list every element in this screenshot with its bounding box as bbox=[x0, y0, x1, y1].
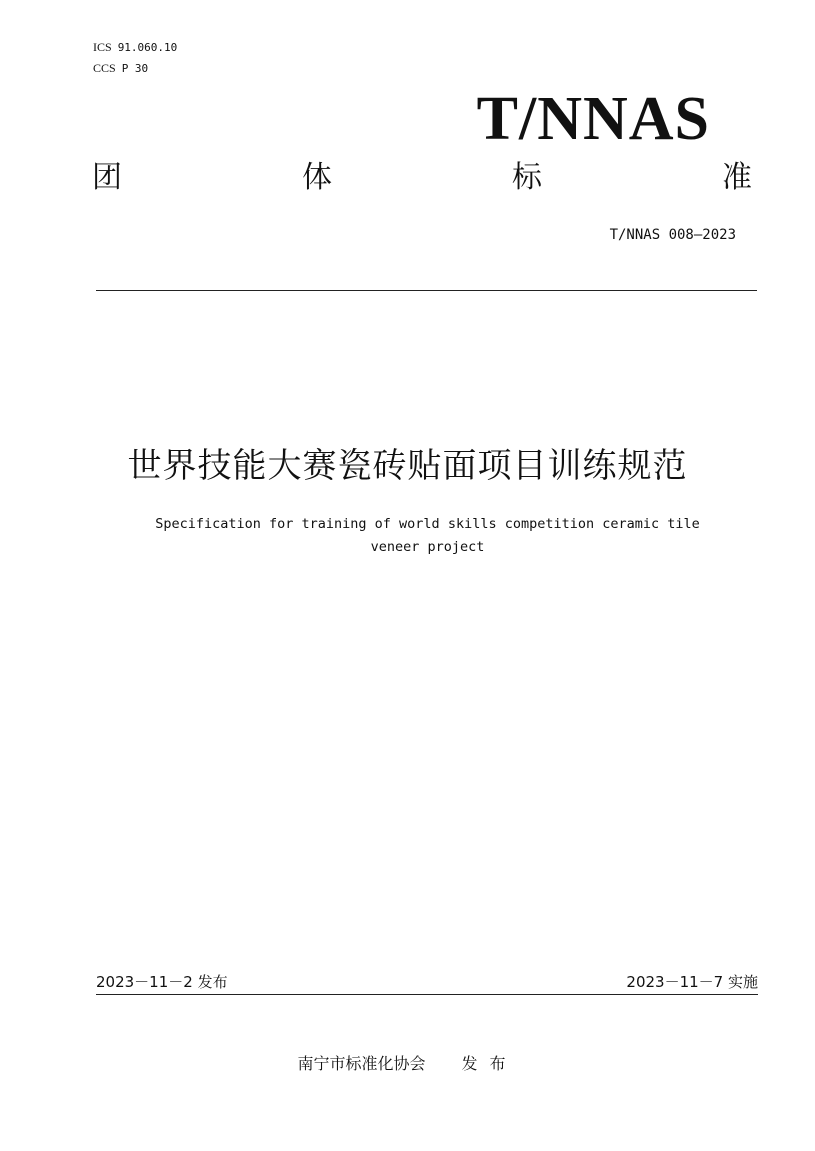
header-divider bbox=[96, 290, 757, 291]
publisher bbox=[0, 1052, 815, 1076]
title-english bbox=[80, 513, 775, 559]
standard-mark: T/NNAS bbox=[476, 85, 710, 153]
issue-date: 2023－11－2 发布 bbox=[96, 973, 228, 991]
implementation-date: 2023－11－7 实施 bbox=[626, 973, 758, 991]
publisher-org: 南宁市标准化协会 bbox=[297, 1054, 426, 1073]
ics-code: 91.060.10 bbox=[117, 41, 178, 54]
standard-type-char: 标 bbox=[512, 160, 542, 195]
footer-divider bbox=[96, 994, 758, 995]
ccs-label: CCS bbox=[93, 61, 116, 75]
title-english-line: veneer project bbox=[370, 539, 485, 555]
title-english-line: Specification for training of world skills competition ceramic tile bbox=[155, 516, 700, 532]
standard-number: T/NNAS 008—2023 bbox=[609, 227, 736, 243]
ics-classification bbox=[93, 40, 177, 55]
title-chinese: 世界技能大赛瓷砖贴面项目训练规范 bbox=[127, 446, 688, 486]
publisher-action: 发布 bbox=[461, 1054, 518, 1073]
standard-type-char: 体 bbox=[302, 160, 332, 195]
standard-type-char: 准 bbox=[722, 160, 752, 195]
ccs-classification bbox=[93, 61, 148, 76]
standard-type-char: 团 bbox=[92, 160, 122, 195]
ics-label: ICS bbox=[93, 40, 112, 54]
standard-type bbox=[92, 158, 752, 198]
ccs-code: P 30 bbox=[121, 62, 149, 75]
